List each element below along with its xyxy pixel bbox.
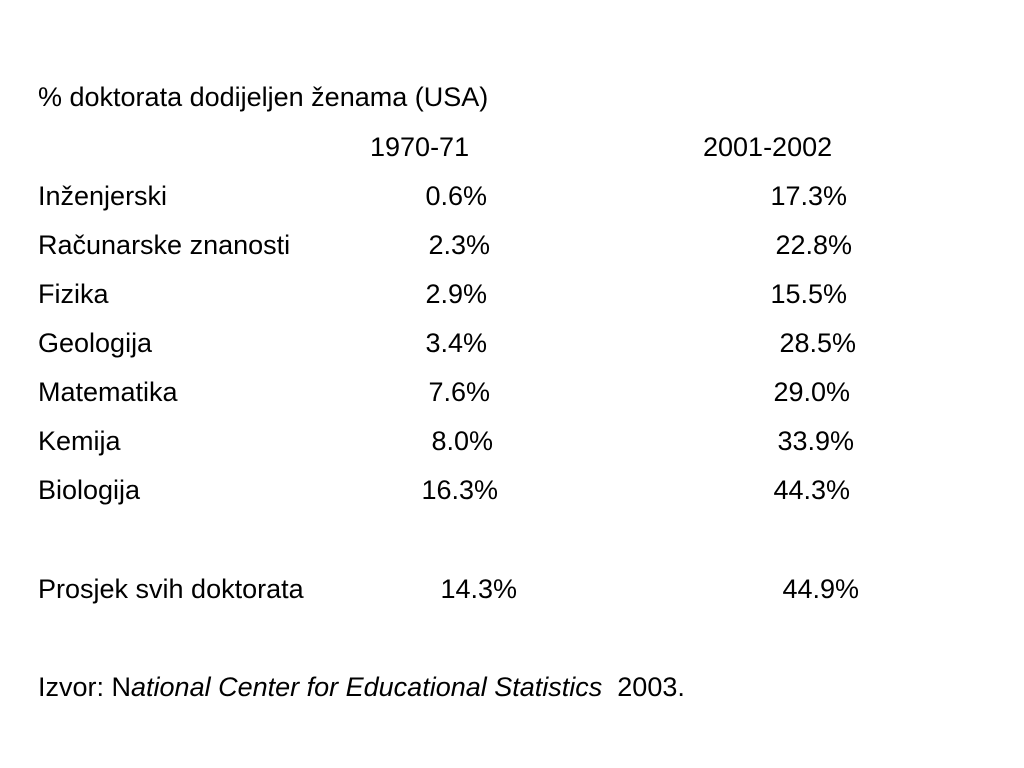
source-italic: ational Center for Educational Statistics xyxy=(131,672,603,702)
row-label: Kemija xyxy=(38,426,121,456)
row-label: Fizika xyxy=(38,279,109,309)
row-value-1970: 3.4% xyxy=(425,328,487,358)
row-value-2001: 44.3% xyxy=(773,475,850,505)
row-value-1970: 7.6% xyxy=(428,377,490,407)
column-header-1970: 1970-71 xyxy=(370,132,470,162)
row-label: Inženjerski xyxy=(38,181,168,211)
average-value-1970: 14.3% xyxy=(440,574,517,604)
row-value-2001: 29.0% xyxy=(773,377,850,407)
source-note xyxy=(38,674,685,701)
source-prefix: Izvor: N xyxy=(38,672,132,702)
average-label: Prosjek svih doktorata xyxy=(38,574,304,604)
row-value-2001: 15.5% xyxy=(770,279,847,309)
row-label: Računarske znanosti xyxy=(38,230,291,260)
row-value-1970: 16.3% xyxy=(421,475,498,505)
slide-title: % doktorata dodijeljen ženama (USA) xyxy=(38,82,489,112)
row-label: Biologija xyxy=(38,475,141,505)
row-value-2001: 17.3% xyxy=(770,181,847,211)
average-value-2001: 44.9% xyxy=(782,574,859,604)
source-suffix: 2003. xyxy=(617,672,685,702)
row-value-2001: 33.9% xyxy=(777,426,854,456)
row-label: Geologija xyxy=(38,328,153,358)
row-value-1970: 8.0% xyxy=(431,426,493,456)
column-header-2001: 2001-2002 xyxy=(703,132,833,162)
row-label: Matematika xyxy=(38,377,178,407)
row-value-2001: 28.5% xyxy=(779,328,856,358)
row-value-1970: 0.6% xyxy=(425,181,487,211)
row-value-2001: 22.8% xyxy=(775,230,852,260)
row-value-1970: 2.9% xyxy=(425,279,487,309)
row-value-1970: 2.3% xyxy=(428,230,490,260)
